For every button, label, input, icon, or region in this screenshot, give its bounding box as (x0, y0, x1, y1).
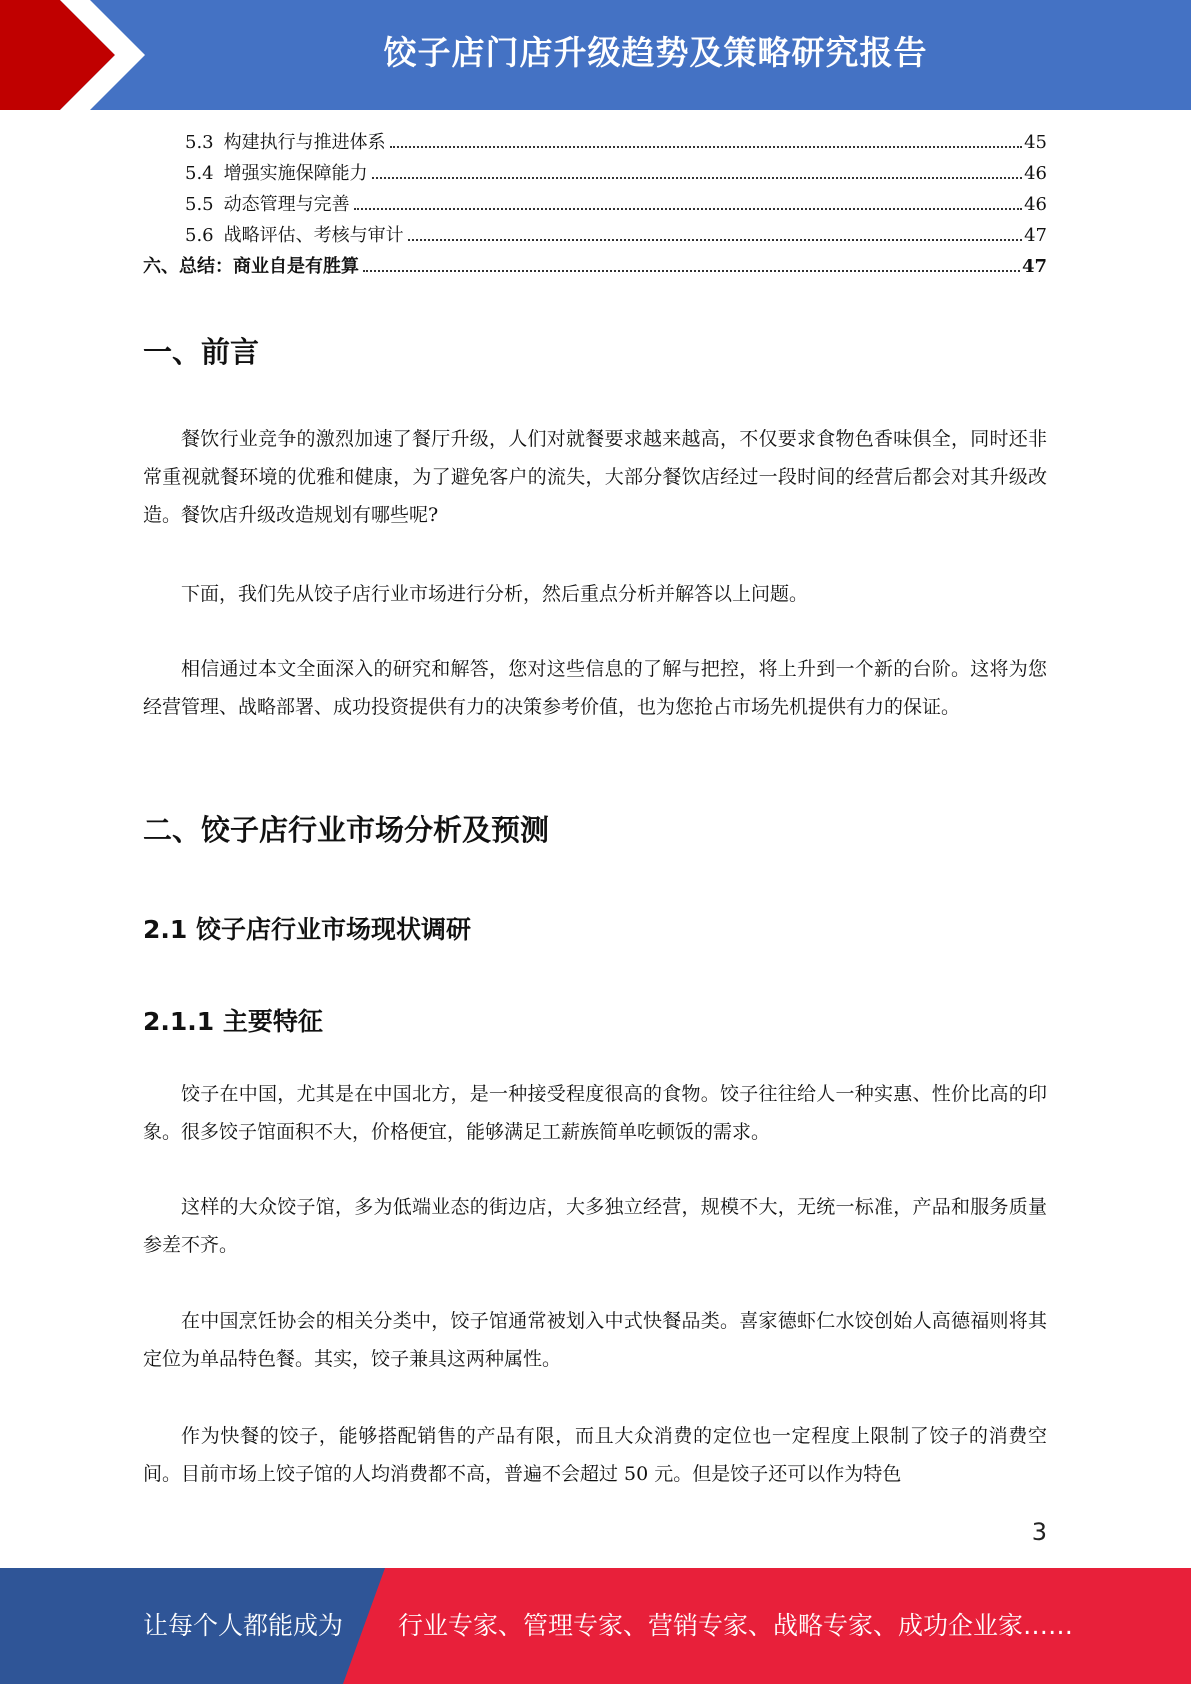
toc-entry-title: 增强实施保障能力 (223, 163, 368, 184)
toc-entry-page: 45 (1024, 132, 1047, 153)
toc-entry-page: 47 (1024, 225, 1047, 246)
toc-entry[interactable] (143, 190, 1047, 221)
paragraph: 作为快餐的饺子，能够搭配销售的产品有限，而且大众消费的定位也一定程度上限制了饺子的消费空间。目前市场上饺子馆的人均消费都不高，普遍不会超过 50 元。但是饺子还可以作为特色 (143, 1425, 1047, 1485)
paragraph: 相信通过本文全面深入的研究和解答，您对这些信息的了解与把控，将上升到一个新的台阶。这将为您经营管理、战略部署、成功投资提供有力的决策参考价值，也为您抢占市场先机提供有力的保证。 (143, 658, 1047, 718)
toc-entry-title: 动态管理与完善 (223, 194, 350, 215)
paragraph: 在中国烹饪协会的相关分类中，饺子馆通常被划入中式快餐品类。喜家德虾仁水饺创始人高德福则将其定位为单品特色餐。其实，饺子兼具这两种属性。 (143, 1310, 1047, 1370)
section-heading-market: 二、饺子店行业市场分析及预测 (143, 813, 550, 847)
page-footer (0, 1568, 1191, 1684)
paragraph: 餐饮行业竞争的激烈加速了餐厅升级，人们对就餐要求越来越高，不仅要求食物色香味俱全，同时还非常重视就餐环境的优雅和健康，为了避免客户的流失，大部分餐饮店经过一段时间的经营后都会对其升级改造。餐饮店升级改造规划有哪些呢? (143, 428, 1047, 526)
toc-entry-page: 46 (1024, 194, 1047, 215)
paragraph: 这样的大众饺子馆，多为低端业态的街边店，大多独立经营，规模不大，无统一标准，产品和服务质量参差不齐。 (143, 1196, 1047, 1256)
subsection-heading: 2.1 饺子店行业市场现状调研 (143, 915, 471, 944)
page-number: 3 (1031, 1518, 1047, 1546)
footer-slogan-right: 行业专家、管理专家、营销专家、战略专家、成功企业家…… (398, 1611, 1074, 1640)
toc-leader (408, 239, 1022, 241)
section-heading-intro: 一、前言 (143, 335, 260, 369)
report-title: 饺子店门店升级趋势及策略研究报告 (383, 33, 928, 72)
toc-entry[interactable] (143, 128, 1047, 159)
paragraph: 下面，我们先从饺子店行业市场进行分析，然后重点分析并解答以上问题。 (181, 583, 809, 605)
toc-leader (390, 146, 1022, 148)
toc-entry-title: 构建执行与推进体系 (223, 132, 386, 153)
toc-entry[interactable] (143, 252, 1047, 283)
footer-slogan-left: 让每个人都能成为 (143, 1611, 344, 1640)
toc-entry-number: 5.3 (185, 132, 214, 153)
toc-entry[interactable] (143, 159, 1047, 190)
toc-entry-number: 5.4 (185, 163, 214, 184)
toc-entry-page: 46 (1024, 163, 1047, 184)
page-header (0, 0, 1191, 110)
table-of-contents (143, 128, 1047, 283)
toc-entry-title: 战略评估、考核与审计 (223, 225, 404, 246)
subsubsection-heading: 2.1.1 主要特征 (143, 1007, 323, 1036)
toc-leader (354, 208, 1022, 210)
paragraph: 饺子在中国，尤其是在中国北方，是一种接受程度很高的食物。饺子往往给人一种实惠、性价比高的印象。很多饺子馆面积不大，价格便宜，能够满足工薪族简单吃顿饭的需求。 (143, 1083, 1047, 1143)
toc-entry-number: 5.6 (185, 225, 214, 246)
toc-entry[interactable] (143, 221, 1047, 252)
toc-entry-title: 六、总结：商业自是有胜算 (143, 256, 359, 277)
toc-leader (372, 177, 1022, 179)
toc-leader (363, 270, 1020, 272)
toc-entry-page: 47 (1021, 256, 1047, 277)
toc-entry-number: 5.5 (185, 194, 214, 215)
